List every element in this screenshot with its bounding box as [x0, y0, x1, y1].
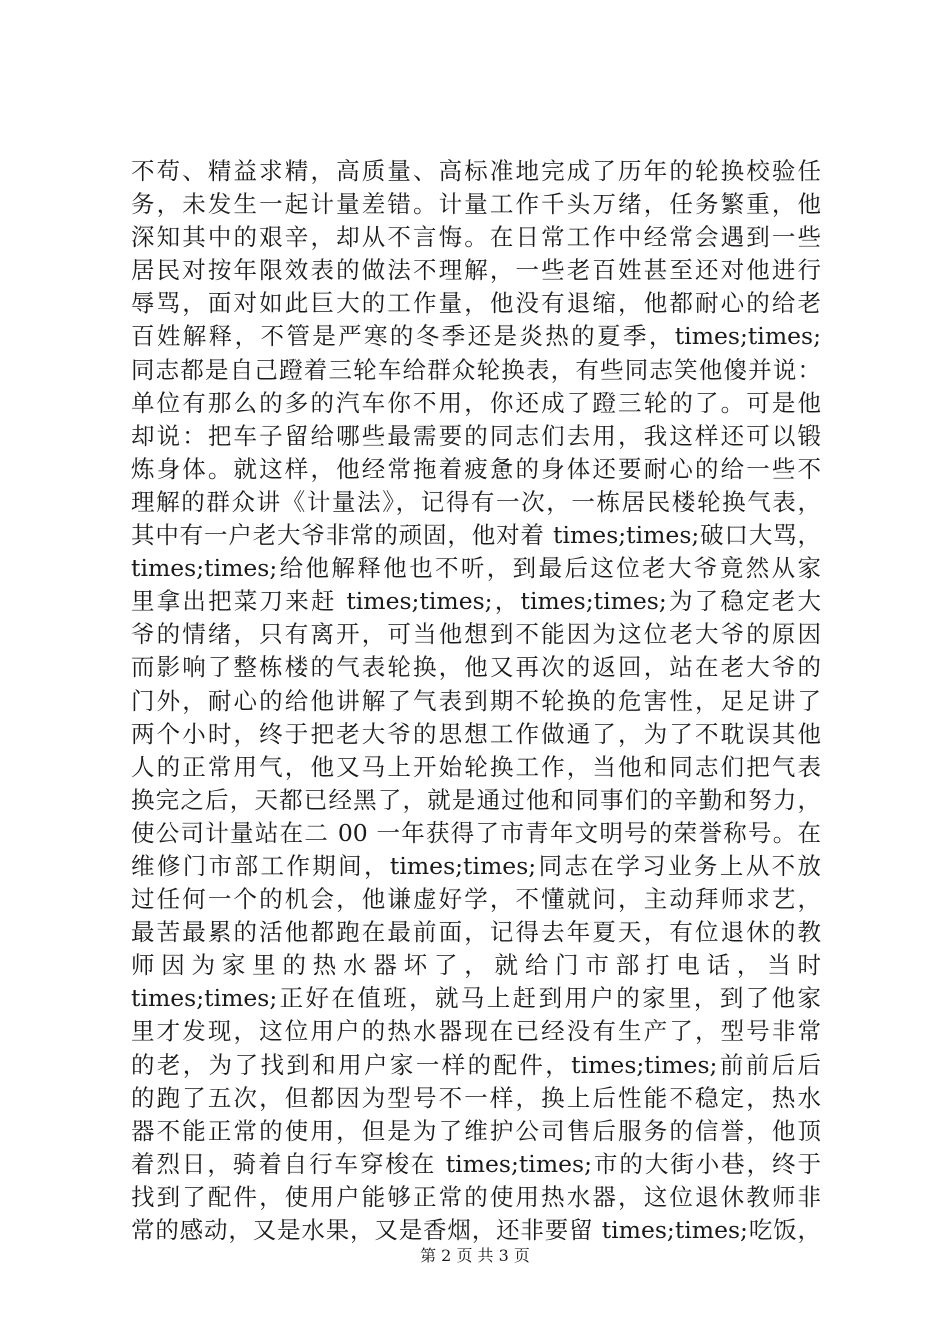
text-line: times;times;给他解释他也不听，到最后这位老大爷竟然从家 [131, 554, 821, 583]
text-line: 辱骂，面对如此巨大的工作量，他没有退缩，他都耐心的给老 [131, 289, 821, 318]
text-line: 炼身体。就这样，他经常拖着疲惫的身体还要耐心的给一些不 [131, 454, 821, 483]
text-line: 同志都是自己蹬着三轮车给群众轮换表，有些同志笑他傻并说： [131, 355, 821, 384]
text-line: 换完之后，天都已经黑了，就是通过他和同事们的辛勤和努力， [131, 785, 821, 814]
text-line: 器不能正常的使用，但是为了维护公司售后服务的信誉，他顶 [131, 1116, 821, 1145]
text-line: 务，未发生一起计量差错。计量工作千头万绪，任务繁重，他 [131, 190, 821, 219]
text-line: 其中有一户老大爷非常的顽固，他对着 times;times;破口大骂， [131, 521, 821, 550]
text-line: 的跑了五次，但都因为型号不一样，换上后性能不稳定，热水 [131, 1083, 821, 1112]
text-line: 里才发现，这位用户的热水器现在已经没有生产了，型号非常 [131, 1017, 821, 1046]
text-line: 不苟、精益求精，高质量、高标准地完成了历年的轮换校验任 [131, 157, 821, 185]
page-footer: 第 2 页 共 3 页 [420, 1246, 530, 1265]
text-line: 却说：把车子留给哪些最需要的同志们去用，我这样还可以锻 [131, 421, 821, 450]
text-line: 最苦最累的活他都跑在最前面，记得去年夏天，有位退休的教 [131, 918, 821, 947]
text-line: 门外，耐心的给他讲解了气表到期不轮换的危害性，足足讲了 [131, 686, 821, 715]
text-line: 单位有那么的多的汽车你不用，你还成了蹬三轮的了。可是他 [131, 388, 821, 417]
text-line: 里拿出把菜刀来赶 times;times;，times;times;为了稳定老大 [131, 587, 821, 616]
body-text [131, 155, 821, 1247]
text-line: 找到了配件，使用户能够正常的使用热水器，这位退休教师非 [131, 1182, 821, 1211]
text-line: 师因为家里的热水器坏了，就给门市部打电话，当时 [131, 951, 821, 980]
text-line: 过任何一个的机会，他谦虚好学，不懂就问，主动拜师求艺， [131, 885, 821, 914]
text-line: 两个小时，终于把老大爷的思想工作做通了，为了不耽误其他 [131, 719, 821, 748]
text-line: 使公司计量站在二 00 一年获得了市青年文明号的荣誉称号。在 [131, 818, 821, 847]
text-line: 居民对按年限效表的做法不理解，一些老百姓甚至还对他进行 [131, 256, 821, 285]
text-line: 理解的群众讲《计量法》，记得有一次，一栋居民楼轮换气表， [131, 487, 821, 516]
text-line: 常的感动，又是水果，又是香烟，还非要留 times;times;吃饭， [131, 1216, 821, 1244]
text-line: 而影响了整栋楼的气表轮换，他又再次的返回，站在老大爷的 [131, 653, 821, 682]
text-line: 深知其中的艰辛，却从不言悔。在日常工作中经常会遇到一些 [131, 223, 821, 252]
text-line: times;times;正好在值班，就马上赶到用户的家里，到了他家 [131, 984, 821, 1013]
text-line: 维修门市部工作期间，times;times;同志在学习业务上从不放 [131, 851, 821, 880]
text-line: 的老，为了找到和用户家一样的配件，times;times;前前后后 [131, 1050, 821, 1079]
text-line: 人的正常用气，他又马上开始轮换工作，当他和同志们把气表 [131, 752, 821, 781]
text-line: 爷的情绪，只有离开，可当他想到不能因为这位老大爷的原因 [131, 620, 821, 649]
text-line: 着烈日，骑着自行车穿梭在 times;times;市的大街小巷，终于 [131, 1149, 821, 1178]
text-line: 百姓解释，不管是严寒的冬季还是炎热的夏季，times;times; [131, 322, 821, 351]
